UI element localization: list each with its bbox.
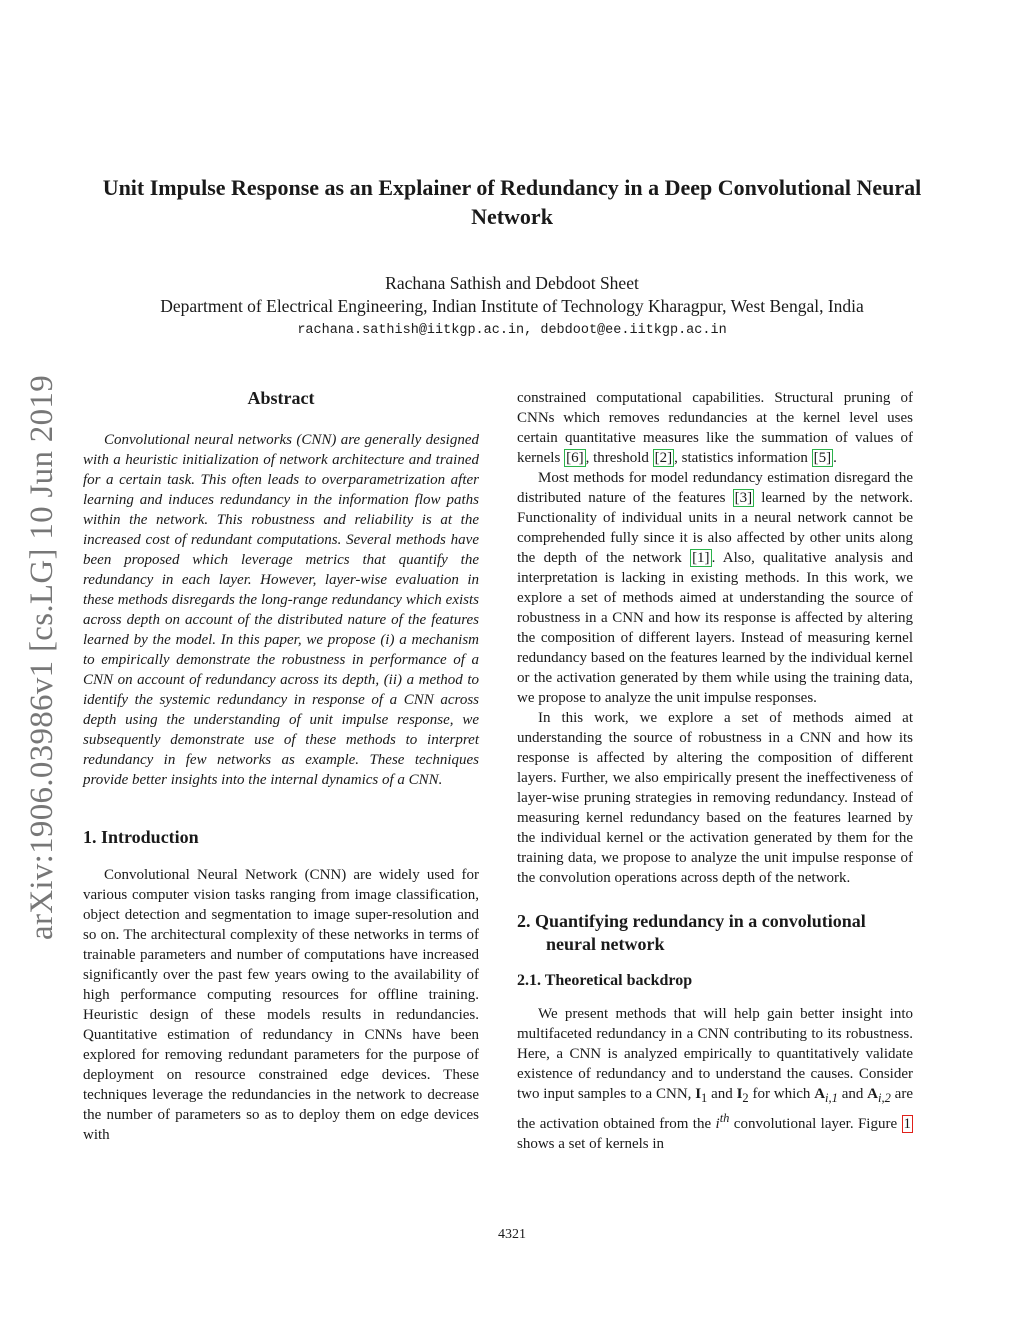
abstract-heading: Abstract xyxy=(247,388,315,408)
subsection-2-1-heading: 2.1. Theoretical backdrop xyxy=(517,972,693,989)
citation-link-1[interactable]: [1] xyxy=(692,550,710,566)
arxiv-stamp: arXiv:1906.03986v1 [cs.LG] 10 Jun 2019 xyxy=(24,374,60,940)
introduction-heading: 1. Introduction xyxy=(83,827,199,847)
introduction-paragraph-1-continued: constrained computational capabilities. Structural pruning of CNNs which removes redundancies at the kernel level uses certain quantitative measures like the summation of values of kernels [6] , threshold [2] , statistics information [5] . xyxy=(517,390,913,466)
paper-title: Unit Impulse Response as an Explainer of Redundancy in a Deep Convolutional Neural Network xyxy=(102,175,922,229)
citation-link-6[interactable]: [6] xyxy=(566,450,584,466)
citation-link-3[interactable]: [3] xyxy=(734,490,753,506)
introduction-paragraph-3: In this work, we explore a set of methods aimed at understanding the source of robustness in a CNN and how its response is affected by altering the composition of different layers. Further, we also empirically present the ineffectiveness of layer-wise pruning strategies in removing redundancy. Instead of measuring kernel redundancy based on the features learned by the individual kernel or the activation generated by them for the training data, we propose to analyze the unit impulse response of the convolution operations across depth of the network. xyxy=(517,710,913,886)
introduction-paragraph-1: Convolutional Neural Network (CNN) are widely used for various computer vision tasks ranging from image classification, object detection and segmentation to image super-resolution and so on. The architectural complexity of these networks in terms of trainable parameters and number of computations have increased significantly over the past few years owing to the availability of high performance computing resources for offline training. Heuristic design of these models results in redundancies. Quantitative estimation of redundancy in CNNs have been explored for removing redundant parameters for the purpose of deployment on resource constrained edge devices. These techniques leverage the redundancies in the network to decrease the number of parameters so as to deploy them on edge devices with xyxy=(83,867,479,1143)
introduction-paragraph-2: Most methods for model redundancy estimation disregard the distributed nature of the features [3] learned by the network. Functionality of individual units in a neural network cannot be comprehended fully since it is also affected by other units along the depth of the network [1] . Also, qualitative analysis and interpretation is lacking in existing methods. In this work, we explore a set of methods aimed at understanding the source of robustness in a CNN and how its response is affected by altering the composition of different layers. Instead of measuring kernel redundancy based on the features learned by the individual kernel or the activation generated by them while using the training data, we propose to analyze the unit impulse responses. xyxy=(517,470,914,706)
citation-link-2[interactable]: [2] xyxy=(654,450,673,466)
author-emails: rachana.sathish@iitkgp.ac.in, debdoot@ee.iitkgp.ac.in xyxy=(297,323,727,338)
figure-link-1[interactable]: 1 xyxy=(903,1116,911,1132)
authors: Rachana Sathish and Debdoot Sheet xyxy=(385,273,639,293)
right-column xyxy=(517,388,913,1154)
left-column xyxy=(83,386,479,1145)
page-number: 4321 xyxy=(498,1227,526,1242)
citation-link-5[interactable]: [5] xyxy=(813,450,832,466)
section-2-heading: 2. Quantifying redundancy in a convolutional neural network xyxy=(517,911,866,954)
abstract-text: Convolutional neural networks (CNN) are generally designed with a heuristic initialization of network architecture and trained for a certain task. This often leads to overparametrization after learning and induces redundancy in the information flow paths within the network. This robustness and reliability is at the increased cost of redundant computations. Several methods have been proposed which leverage metrics that quantify the redundancy in each layer. However, layer-wise evaluation in these methods disregards the long-range redundancy which exists across depth on account of the distributed nature of the features learned by the model. In this paper, we propose (i) a mechanism to empirically demonstrate the robustness in performance of a CNN on account of redundancy across its depth, (ii) a method to identify the systemic redundancy in response of a CNN across depth using the understanding of unit impulse response, we subsequently demonstrate use of these methods to interpret redundancy in few networks as example. These techniques provide better insights into the internal dynamics of a CNN. xyxy=(83,432,479,788)
affiliation: Department of Electrical Engineering, Indian Institute of Technology Kharagpur, West Bengal, India xyxy=(160,296,864,316)
section-2-1-paragraph: We present methods that will help gain better insight into multifaceted redundancy in a CNN contributing to its robustness. Here, a CNN is analyzed empirically to quantitatively validate existence of redundancy and to understand the causes. Consider two input samples to a CNN, $I_1$ and $I_2$ for which $A_{i,1}$ and $A_{i,2}$ are the activation obtained from the $i^{th}$ convolutional layer. Figure 1 shows a set of kernels in xyxy=(517,1006,913,1152)
